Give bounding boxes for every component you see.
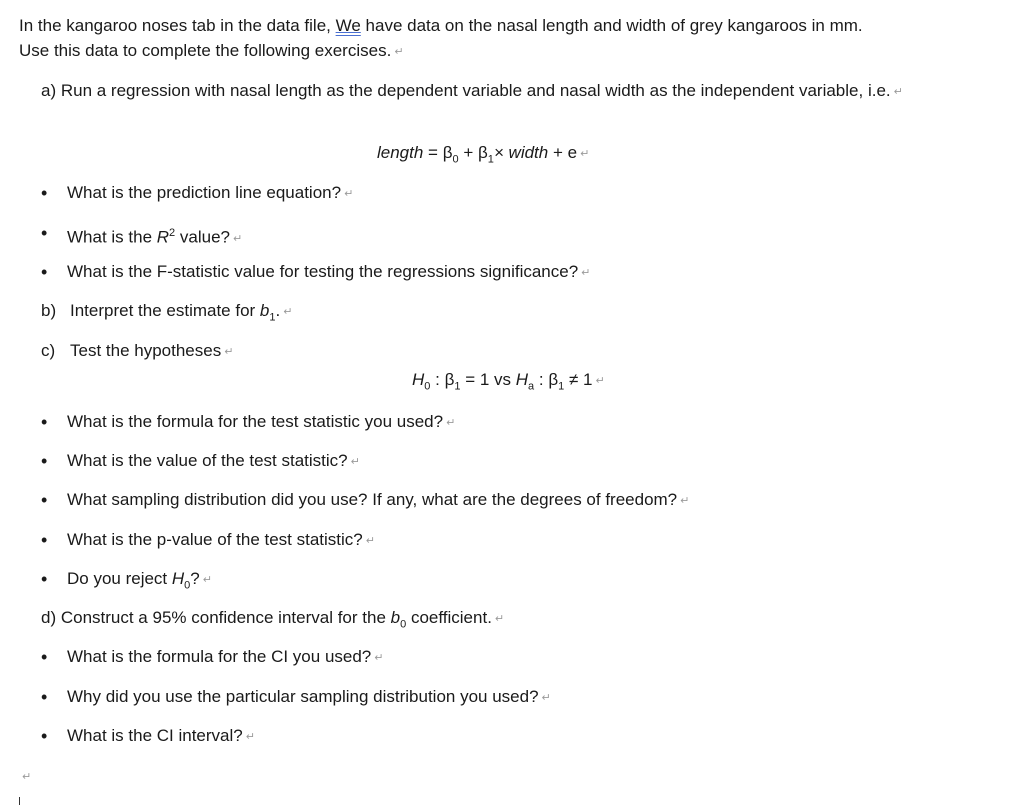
eq-sub1: 1 (487, 153, 494, 166)
paragraph-mark-icon: ↵ (680, 495, 690, 507)
r-squared-sup: 2 (169, 227, 176, 239)
bullet-icon: • (41, 569, 48, 589)
part-d-text (41, 607, 504, 635)
paragraph-mark-icon: ↵ (233, 232, 243, 245)
bullet-icon: • (41, 451, 48, 471)
hyp-beta-2: : β (534, 370, 559, 389)
part-b-b: b (259, 301, 270, 320)
bullet-text: What is the (67, 227, 157, 247)
paragraph-mark-icon: ↵ (202, 574, 212, 586)
intro-text-2: Use this data to complete the following exercises. (19, 41, 392, 60)
bullet-text: Do you reject (67, 569, 172, 588)
bullet-text: Why did you use the particular sampling distribution you used? (67, 687, 539, 706)
paragraph-mark-icon: ↵ (374, 652, 384, 664)
part-d-sub: 0 (400, 618, 407, 631)
paragraph-mark-icon: ↵ (394, 46, 404, 58)
part-b-sub: 1 (269, 311, 276, 324)
list-item (67, 182, 353, 205)
part-a-text (41, 80, 903, 103)
intro-line-1 (19, 15, 863, 37)
bullet-icon: • (41, 647, 48, 667)
hyp-h0-sub: 0 (424, 380, 431, 393)
intro-we-word[interactable]: We (335, 16, 361, 35)
hyp-h: H (412, 370, 425, 389)
list-item (67, 261, 590, 284)
regression-equation (377, 142, 589, 170)
bullet-icon: • (41, 223, 48, 243)
list-item (67, 686, 551, 709)
text-cursor (19, 797, 20, 805)
empty-paragraph[interactable] (19, 765, 31, 788)
part-c-sentence: Test the hypotheses (70, 341, 222, 360)
bullet-text: What sampling distribution did you use? If any, what are the degrees of freedom? (67, 490, 678, 509)
paragraph-mark-icon: ↵ (446, 417, 456, 429)
hyp-eq-vs: = 1 vs (460, 370, 516, 389)
paragraph-mark-icon: ↵ (581, 267, 591, 279)
part-a-label: a) Run a regression with nasal length as the dependent variable and nasal width as the independent variable, i.e. (41, 81, 891, 100)
list-item (67, 646, 383, 669)
bullet-text: What is the CI interval? (67, 726, 243, 745)
bullet-text: What is the prediction line equation? (67, 183, 342, 202)
intro-text-start: In the kangaroo noses tab in the data file, (19, 16, 336, 35)
part-c-letter: c) (41, 341, 56, 360)
part-b-period: . (275, 301, 281, 320)
part-b-label (41, 300, 56, 322)
paragraph-mark-icon: ↵ (893, 86, 903, 98)
hyp-ha: H (515, 370, 529, 389)
intro-text-end: have data on the nasal length and width of grey kangaroos in mm. (360, 16, 863, 35)
part-c-text (70, 340, 233, 363)
hyp-b1-sub-2: 1 (558, 380, 565, 393)
bullet-icon: • (41, 726, 48, 746)
hyp-beta: : β (430, 370, 455, 389)
r-squared-r: R (156, 227, 170, 247)
paragraph-mark-icon: ↵ (541, 692, 551, 704)
bullet-icon: • (41, 687, 48, 707)
list-item (67, 450, 360, 473)
part-d-start: d) Construct a 95% confidence interval for the (41, 608, 391, 627)
paragraph-mark-icon: ↵ (22, 771, 32, 783)
paragraph-mark-icon: ↵ (350, 456, 360, 468)
list-item (67, 568, 212, 596)
eq-length: length (377, 143, 424, 162)
part-c-label (41, 340, 55, 362)
eq-beta1: + β (458, 143, 488, 162)
bullet-text: What is the value of the test statistic? (67, 451, 348, 470)
bullet-text-end: value? (175, 227, 230, 247)
bullet-icon: • (41, 412, 48, 432)
list-item (67, 411, 455, 434)
bullet-text: What is the F-statistic value for testing the regressions significance? (67, 262, 579, 281)
reject-h-sub: 0 (184, 579, 191, 592)
paragraph-mark-icon: ↵ (224, 346, 234, 358)
paragraph-mark-icon: ↵ (245, 731, 255, 743)
list-item (67, 725, 255, 748)
eq-beta0: = β (423, 143, 453, 162)
bullet-text: What is the p-value of the test statistic? (67, 530, 363, 549)
hypothesis-equation (412, 369, 605, 397)
bullet-text: What is the formula for the CI you used? (67, 647, 372, 666)
list-item (67, 222, 242, 250)
reject-question: ? (190, 569, 200, 588)
list-item (67, 489, 689, 512)
bullet-text: What is the formula for the test statistic you used? (67, 412, 444, 431)
intro-line-2 (19, 40, 404, 63)
paragraph-mark-icon: ↵ (494, 613, 505, 625)
bullet-icon: • (41, 530, 48, 550)
part-d-end: coefficient. (406, 608, 492, 627)
hyp-ha-sub: a (528, 380, 535, 393)
eq-sub0: 0 (452, 153, 459, 166)
hyp-neq: ≠ 1 (564, 370, 593, 389)
bullet-icon: • (41, 490, 48, 510)
part-d-b: b (390, 608, 401, 627)
paragraph-mark-icon: ↵ (283, 306, 293, 318)
list-item (67, 529, 375, 552)
paragraph-mark-icon: ↵ (365, 535, 375, 547)
hyp-b1-sub: 1 (454, 380, 461, 393)
part-b-letter: b) (41, 301, 57, 320)
paragraph-mark-icon: ↵ (344, 188, 354, 200)
reject-h: H (171, 569, 185, 588)
part-b-sentence: Interpret the estimate for (70, 301, 260, 320)
paragraph-mark-icon: ↵ (580, 148, 590, 160)
bullet-icon: • (41, 183, 48, 203)
bullet-icon: • (41, 262, 48, 282)
eq-width: × width (493, 143, 549, 162)
eq-error: + e (548, 143, 578, 162)
part-b-text (70, 300, 292, 328)
paragraph-mark-icon: ↵ (595, 375, 605, 387)
